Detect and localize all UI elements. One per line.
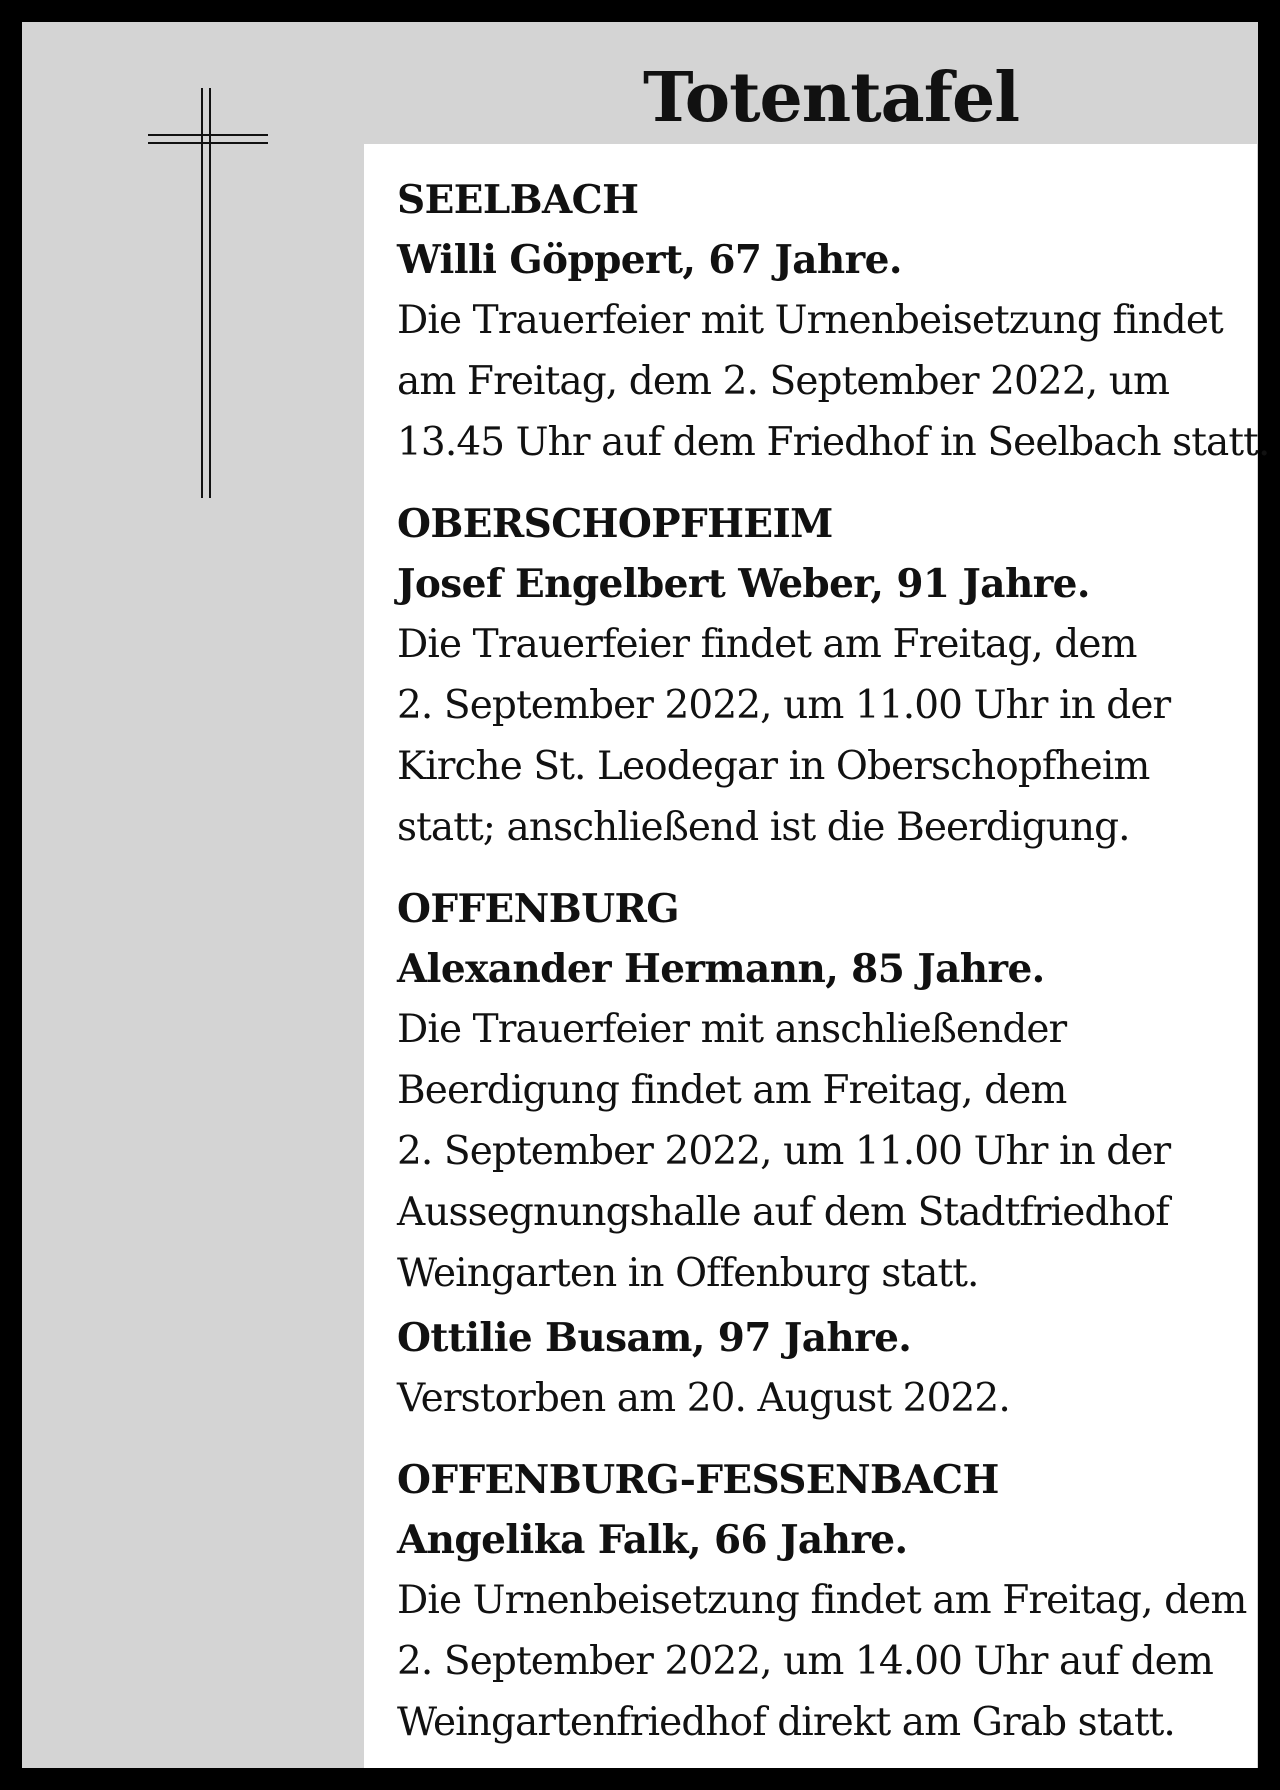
deceased-name: Josef Engelbert Weber, 91 Jahre.: [397, 561, 1090, 607]
notice-text-line: Kirche St. Leodegar in Oberschopfheim: [397, 744, 1150, 789]
place-heading: OFFENBURG-FESSENBACH: [397, 1457, 999, 1503]
notice-text-line: Aussegnungshalle auf dem Stadtfriedhof: [397, 1190, 1169, 1235]
obituary-entry: [397, 939, 1257, 1304]
notice-section: [397, 170, 1270, 473]
notice-section: [397, 1450, 1257, 1753]
obituary-entry: [397, 1510, 1257, 1753]
place-heading: OFFENBURG: [397, 886, 680, 932]
notice-text-line: Die Trauerfeier findet am Freitag, dem: [397, 622, 1137, 667]
notice-text-line: Die Trauerfeier mit anschließender: [397, 1007, 1067, 1052]
obituary-entry: [397, 230, 1270, 473]
notice-section: [397, 494, 1257, 858]
notice-text-line: statt; anschließend ist die Beerdigung.: [397, 805, 1130, 850]
notice-section: [397, 879, 1257, 1429]
deceased-name: Ottilie Busam, 97 Jahre.: [397, 1315, 912, 1361]
obituary-entry: [397, 554, 1257, 858]
notice-text-line: am Freitag, dem 2. September 2022, um: [397, 359, 1170, 404]
notice-text-line: Die Urnenbeisetzung findet am Freitag, dem: [397, 1578, 1247, 1623]
notice-text-line: 2. September 2022, um 11.00 Uhr in der: [397, 1129, 1171, 1174]
notice-text-line: Weingarten in Offenburg statt.: [397, 1251, 979, 1296]
notice-text-line: Die Trauerfeier mit Urnenbeisetzung findet: [397, 298, 1223, 343]
notice-text-line: Verstorben am 20. August 2022.: [397, 1376, 1010, 1421]
notice-text-line: 2. September 2022, um 11.00 Uhr in der: [397, 683, 1171, 728]
deceased-name: Angelika Falk, 66 Jahre.: [397, 1517, 908, 1563]
place-heading: OBERSCHOPFHEIM: [397, 501, 833, 547]
deceased-name: Willi Göppert, 67 Jahre.: [397, 237, 902, 283]
cross-icon: [146, 88, 270, 498]
notice-text-line: Beerdigung findet am Freitag, dem: [397, 1068, 1067, 1113]
notice-text-line: Weingartenfriedhof direkt am Grab statt.: [397, 1700, 1175, 1745]
place-heading: SEELBACH: [397, 177, 639, 223]
page-title: Totentafel: [642, 58, 1020, 138]
notice-text-line: 2. September 2022, um 14.00 Uhr auf dem: [397, 1639, 1213, 1684]
deceased-name: Alexander Hermann, 85 Jahre.: [397, 946, 1045, 992]
notices-panel: [364, 144, 1270, 1768]
notice-text-line: 13.45 Uhr auf dem Friedhof in Seelbach statt.: [397, 420, 1270, 465]
obituary-entry: [397, 1308, 1257, 1429]
